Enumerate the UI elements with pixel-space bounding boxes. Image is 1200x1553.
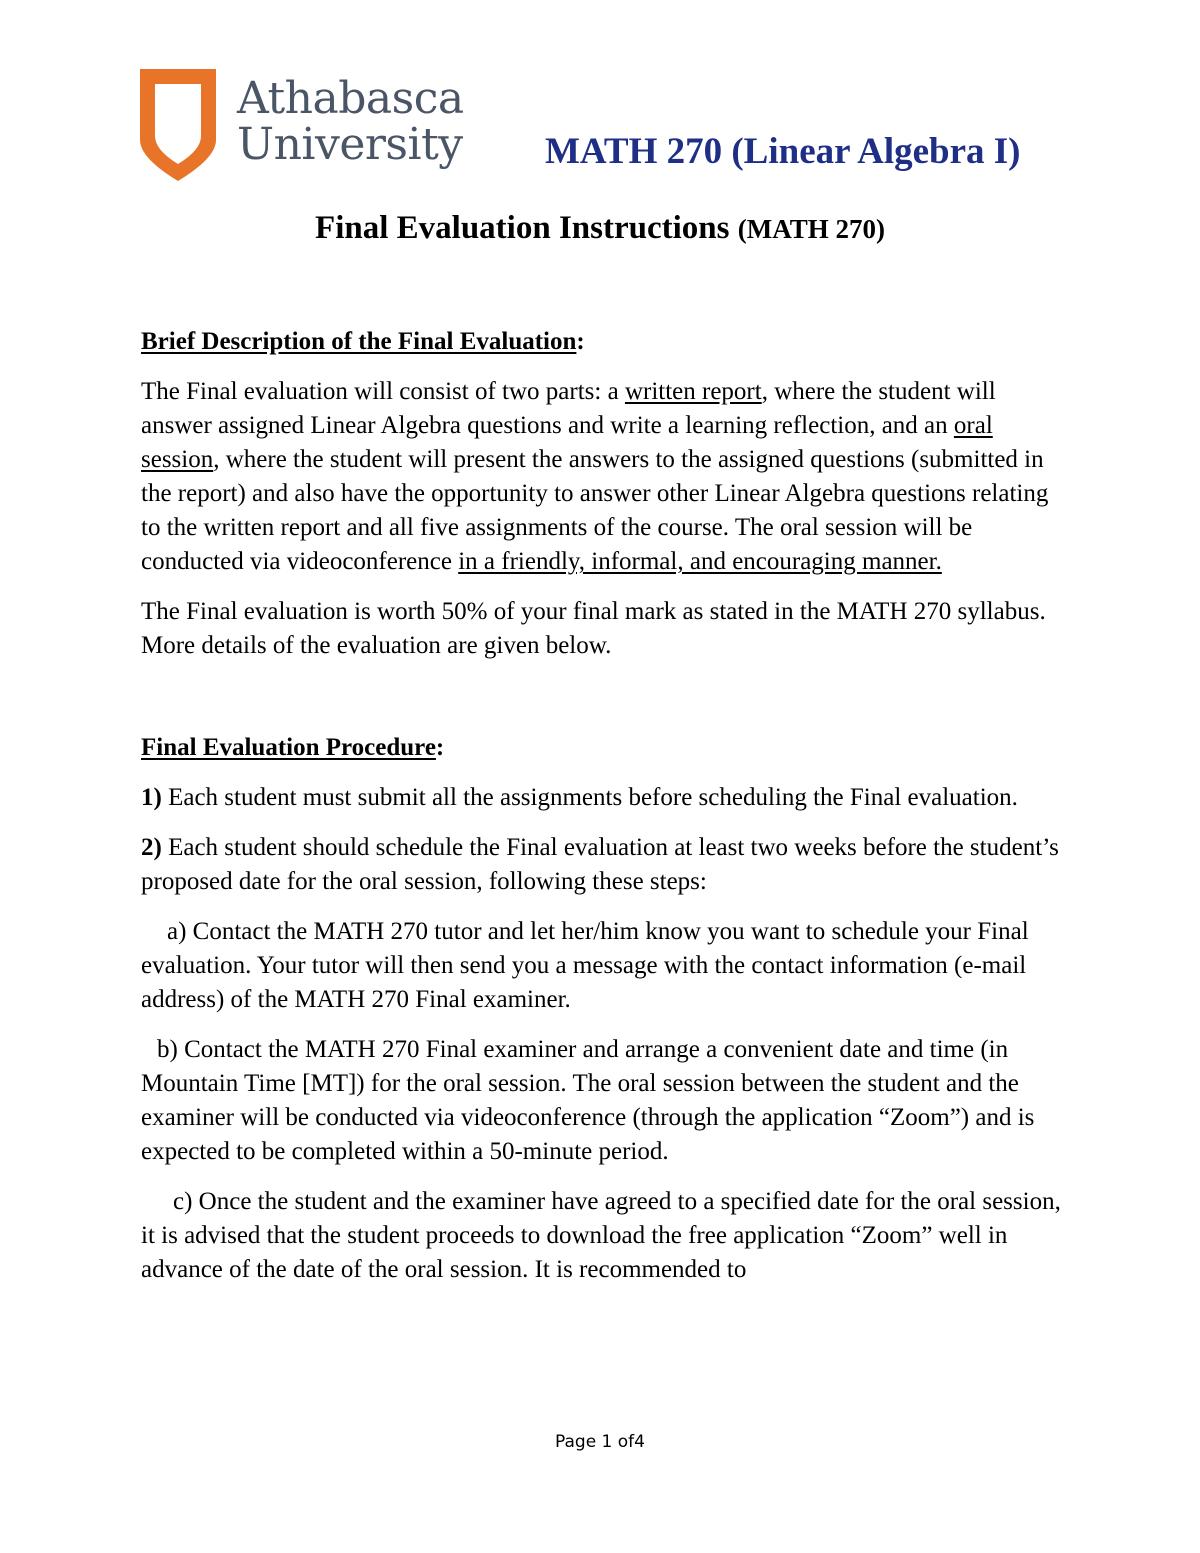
shield-icon (138, 66, 218, 184)
procedure-step-2: 2) Each student should schedule the Final evaluation at least two weeks before the student’s proposed date for the oral session, following these steps: (141, 834, 1059, 895)
procedure-substep-b: b) Contact the MATH 270 Final examiner and arrange a convenient date and time (in Mountain Time [MT]) for the oral session. The oral session between the student and the examiner will be conducted via videoconference (through the application “Zoom”) and is expected to be completed within a 50-minute period. (141, 1036, 1035, 1165)
friendly-manner-phrase: in a friendly, informal, and encouraging manner. (458, 548, 942, 575)
section-heading-description: Brief Description of the Final Evaluation: (141, 328, 585, 355)
document-body (141, 325, 1071, 1303)
document-title-main: Final Evaluation Instructions (315, 210, 730, 246)
document-title-suffix: (MATH 270) (737, 214, 885, 244)
written-report-term: written report (624, 378, 762, 405)
section-heading-procedure: Final Evaluation Procedure: (141, 734, 445, 761)
athabasca-logo (138, 66, 464, 186)
description-paragraph-1: The Final evaluation will consist of two parts: a written report, where the student will answer assigned Linear Algebra questions and write a learning reflection, and an oral session, where the student will present the answers to the assigned questions (submitted in the report) and also have the opportunity to answer other Linear Algebra questions relating to the written report and all five assignments of the course. The oral session will be conducted via videoconference in a friendly, informal, and encouraging manner. (141, 378, 1049, 575)
course-title: MATH 270 (Linear Algebra I) (545, 131, 1021, 172)
logo-wordmark (237, 73, 464, 170)
page-number: Page 1 of4 (555, 1432, 645, 1452)
logo-line-2: University (237, 119, 463, 170)
description-paragraph-2: The Final evaluation is worth 50% of your final mark as stated in the MATH 270 syllabus. More details of the evaluation are given below. (141, 598, 1046, 659)
document-title (0, 210, 1200, 247)
procedure-substep-c: c) Once the student and the examiner have agreed to a specified date for the oral session, it is advised that the student proceeds to download the free application “Zoom” well in advance of the date of the oral session. It is recommended to (141, 1188, 1061, 1283)
oral-session-term: oral session (141, 412, 993, 473)
logo-line-1: Athabasca (237, 73, 464, 124)
procedure-substep-a: a) Contact the MATH 270 tutor and let her/him know you want to schedule your Final evaluation. Your tutor will then send you a message with the contact information (e-mail address) of the MATH 270 Final examiner. (141, 918, 1029, 1013)
procedure-step-1: 1) Each student must submit all the assignments before scheduling the Final evaluation. (141, 784, 1018, 811)
